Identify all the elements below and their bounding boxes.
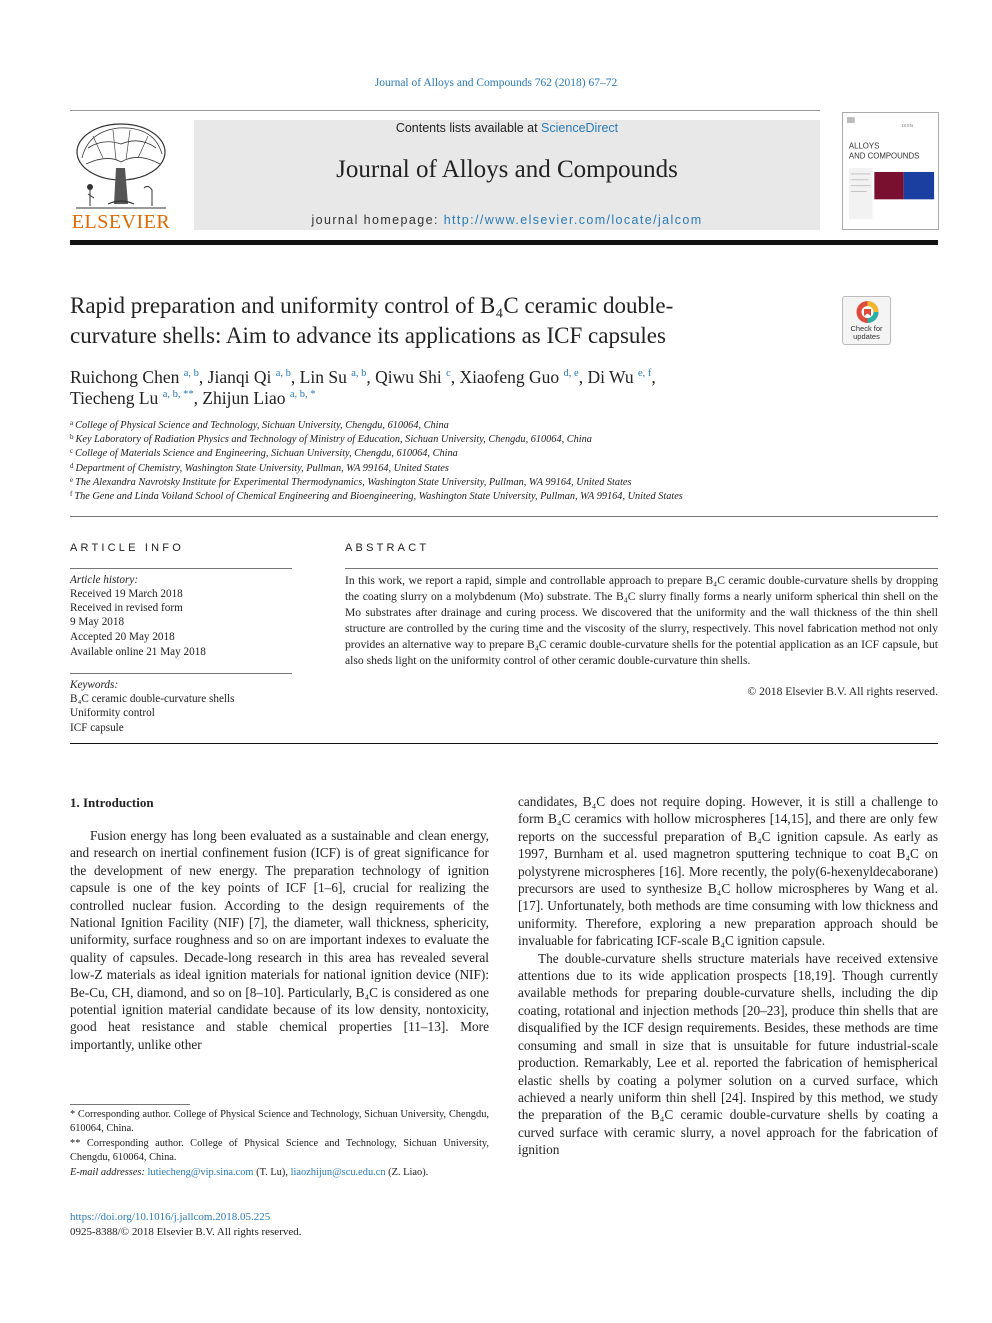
issn-copyright: 0925-8388/© 2018 Elsevier B.V. All rights reserved. — [70, 1226, 302, 1238]
affiliations-divider — [70, 516, 938, 517]
journal-title: Journal of Alloys and Compounds — [336, 156, 678, 183]
author-affil-marks[interactable]: a, b, * — [289, 389, 316, 400]
elsevier-wordmark: ELSEVIER — [71, 211, 171, 233]
abstract-heading: ABSTRACT — [345, 542, 430, 554]
journal-cover-thumbnail[interactable] — [842, 112, 939, 230]
affiliation: $^a$ College of Physical Science and Technology, Sichuan University, Chengdu, 610064, China — [70, 419, 449, 431]
article-info-heading: ARTICLE INFO — [70, 542, 184, 554]
author-name[interactable]: Zhijun Liao — [202, 388, 286, 408]
intro-paragraph: Fusion energy has long been evaluated as a sustainable and clean energy, and research on inertial confinement fusion (ICF) is of great significance for the development of new energy. The preparation technology of ignition capsule is one of the key points of ICF [1–6], crucial for realizing the controlled nuclear fusion. According to the design requirements of the National Ignition Facility (NIF) [7], the diameter, wall thickness, sphericity, uniformity, surface roughness and so on are important indexes to evaluate the quality of capsules. Decade-long research in this area has revealed several low-Z materials as ideal ignition materials for national ignition device (NIF): Be-Cu, CH, diamond, and so on [8–10]. Particularly, B₄C is considered as one potential ignition material candidate because of its low density, nontoxicity, good heat resistance and stable chemical properties [11–13]. More importantly, unlike other — [70, 828, 489, 1052]
history-item: Accepted 20 May 2018 — [70, 631, 175, 643]
abstract-rule — [345, 568, 938, 569]
keywords-label: Keywords: — [70, 679, 119, 691]
history-item: Received in revised form — [70, 602, 183, 614]
history-item: Received 19 March 2018 — [70, 588, 183, 600]
check-updates-icon — [843, 297, 892, 327]
keyword[interactable]: ICF capsule — [70, 722, 124, 734]
journal-homepage: journal homepage: http://www.elsevier.com/locate/jalcom — [311, 213, 703, 227]
author-list-line-1: Ruichong Chen $^{a, b}$, Jianqi Qi $^{a, b}$, Lin Su $^{a, b}$, Qiwu Shi $^c$, Xiaofeng Guo $^{d, e}$, Di Wu $^{e, f}$, — [70, 367, 656, 387]
article-info-rule — [70, 568, 292, 569]
affiliation: $^c$ College of Materials Science and Engineering, Sichuan University, Chengdu, 610064, China — [70, 447, 458, 459]
affiliation: $^e$ The Alexandra Navrotsky Institute for Experimental Thermodynamics, Washington State University, Pullman, WA 99164, United States — [70, 476, 632, 488]
cover-title-line-1: ALLOYS — [848, 141, 880, 151]
history-item: Available online 21 May 2018 — [70, 646, 206, 658]
affiliation: $^d$ Department of Chemistry, Washington State University, Pullman, WA 99164, United States — [70, 462, 449, 474]
author-affil-marks[interactable]: a, b — [183, 368, 199, 379]
author-affil-marks[interactable]: a, b, ** — [162, 389, 194, 400]
author-affil-marks[interactable]: a, b — [275, 368, 291, 379]
affiliation: $^b$ Key Laboratory of Radiation Physics and Technology of Ministry of Education, Sichuan University, Chengdu, 610064, China — [70, 433, 592, 445]
author-name[interactable]: Qiwu Shi — [375, 367, 442, 387]
email-link[interactable]: liaozhijun@scu.edu.cn — [290, 1167, 386, 1178]
doi-link[interactable]: https://doi.org/10.1016/j.jallcom.2018.05.225 — [70, 1211, 271, 1223]
author-affil-marks[interactable]: e, f — [637, 368, 652, 379]
header-thick-rule — [70, 240, 938, 245]
corresponding-author-note: * Corresponding author. College of Physical Science and Technology, Sichuan University, Chengdu, 610064, China. — [70, 1109, 489, 1134]
affiliation: $^f$ The Gene and Linda Voiland School of Chemical Engineering and Bioengineering, Washington State University, Pullman, WA 99164, United States — [70, 490, 683, 502]
corresponding-author-note: ** Corresponding author. College of Physical Science and Technology, Sichuan University, Chengdu, 610064, China. — [70, 1138, 489, 1163]
journal-citation[interactable]: Journal of Alloys and Compounds 762 (2018) 67–72 — [374, 77, 618, 89]
author-name[interactable]: Xiaofeng Guo — [459, 367, 560, 387]
intro-paragraph: The double-curvature shells structure materials have received extensive attentions due to its wide application prospects [18,19]. Though currently available methods for preparing double-curvature shells, including the dip coating, rotational and injection methods [20–23], produce thin shells that are disqualified by the ICF design requirements. Besides, these methods are time consuming and small in size that is unsuitable for future industrial-scale production. Remarkably, Lee et al. reported the fabrication of hemispherical elastic shells by coating a polymer solution on a curved surface, which achieved a nearly uniform thin shell [24]. Inspired by this method, we study the preparation of the B₄C ceramic double-curvature shells by coating a curved surface with ceramic slurry, a novel approach for the fabrication of ignition — [518, 950, 938, 1158]
article-title — [70, 291, 800, 351]
history-item: 9 May 2018 — [70, 616, 125, 628]
keyword[interactable]: B₄C ceramic double-curvature shells — [70, 693, 235, 705]
body-column-right — [518, 793, 938, 1159]
author-name[interactable]: Di Wu — [587, 367, 634, 387]
svg-text:ISSN: ISSN — [901, 123, 914, 129]
check-for-updates-text: Check for updates — [850, 324, 883, 341]
email-link[interactable]: lutiecheng@vip.sina.com — [147, 1167, 254, 1178]
cover-title-line-2: AND COMPOUNDS — [848, 151, 920, 161]
contents-line: Contents lists available at ScienceDirect — [395, 121, 619, 135]
author-name[interactable]: Ruichong Chen — [70, 367, 180, 387]
title-line-1: Rapid preparation and uniformity control of B₄C ceramic double- — [70, 293, 674, 318]
email-addresses: E-mail addresses: lutiecheng@vip.sina.com (T. Lu), liaozhijun@scu.edu.cn (Z. Liao). — [70, 1167, 429, 1178]
author-affil-marks[interactable]: a, b — [351, 368, 367, 379]
author-list-line-2: Tiecheng Lu $^{a, b, **}$, Zhijun Liao $^{a, b, *}$ — [70, 388, 316, 408]
header-divider — [70, 110, 820, 111]
keyword[interactable]: Uniformity control — [70, 707, 155, 719]
author-affil-marks[interactable]: d, e — [563, 368, 579, 379]
author-name[interactable]: Lin Su — [299, 367, 347, 387]
footnote-rule — [70, 1104, 190, 1105]
intro-paragraph-continued: candidates, B₄C does not require doping. However, it is still a challenge to form B₄C ceramics with hollow microspheres [14,15], and there are only few reports on the successful preparation of B₄C ignition capsule. As early as 1997, Burnham et al. used magnetron sputtering technique to coat B₄C on polystyrene microspheres [16]. More recently, the poly(6-hexenyldecaborane) precursors are used to synthesize B₄C hollow microspheres by Wang et al. [17]. Unfortunately, both methods are time consuming with low thickness and uniformity. Therefore, exploring a new preparation approach should be invaluable for fabricating ICF-scale B₄C ignition capsule. — [518, 794, 938, 949]
homepage-link[interactable]: http://www.elsevier.com/locate/jalcom — [443, 213, 703, 227]
abstract-copyright: © 2018 Elsevier B.V. All rights reserved. — [747, 685, 938, 698]
front-matter-divider — [70, 743, 938, 744]
author-name[interactable]: Tiecheng Lu — [70, 388, 159, 408]
body-column-left — [70, 827, 489, 1053]
abstract-text: In this work, we report a rapid, simple and controllable approach to prepare B₄C ceramic double-curvature shells by dropping the coating slurry on a molybdenum (Mo) substrate. The B₄C slurry finally forms a nearly uniform spherical thin shell on the Mo substrates after drainage and curing process. We discovered that the uniformity and the wall thickness of the thin shell structure are controlled by the curing time and the viscosity of the slurry, respectively. This novel fabrication method not only provides an alternative way to prepare B₄C ceramic double-curvature shells for the potential application as an ICF capsule, but also sheds light on the uniformity control of other ceramic double-curvature thin shells. — [345, 574, 938, 667]
introduction-heading: 1. Introduction — [70, 795, 154, 810]
keywords-rule — [70, 673, 292, 674]
title-line-2: curvature shells: Aim to advance its applications as ICF capsules — [70, 323, 666, 348]
author-affil-marks[interactable]: c — [446, 368, 451, 379]
sciencedirect-link[interactable]: ScienceDirect — [541, 121, 619, 135]
article-history-label: Article history: — [70, 574, 139, 586]
author-name[interactable]: Jianqi Qi — [207, 367, 272, 387]
